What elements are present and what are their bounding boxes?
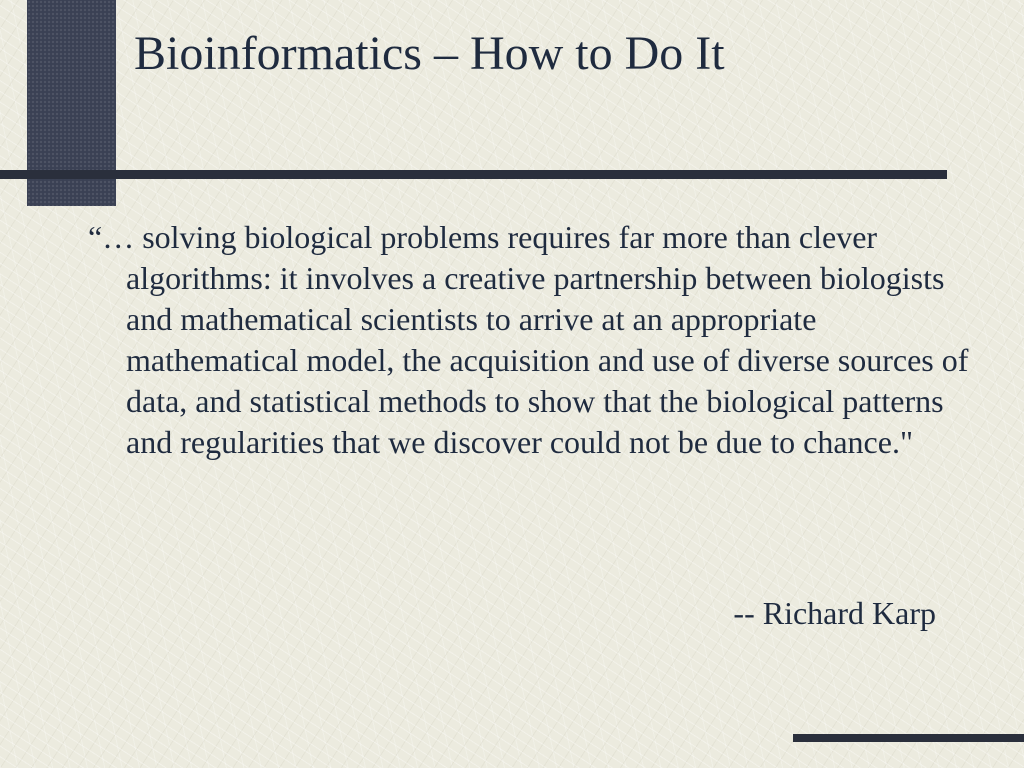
quote-text: “… solving biological problems requires far more than clever algorithms: it involves a creative partnership between biologists and mathematical scientists to arrive at an appropriate mathematical model, the acquisition and use of diverse sources of data, and statistical methods to show that the biological patterns and regularities that we discover could not be due to chance."	[88, 219, 969, 460]
title-divider-rule	[0, 170, 947, 179]
footer-divider-rule	[793, 734, 1024, 742]
slide-title: Bioinformatics – How to Do It	[134, 27, 725, 80]
quote-attribution: -- Richard Karp	[733, 595, 936, 631]
